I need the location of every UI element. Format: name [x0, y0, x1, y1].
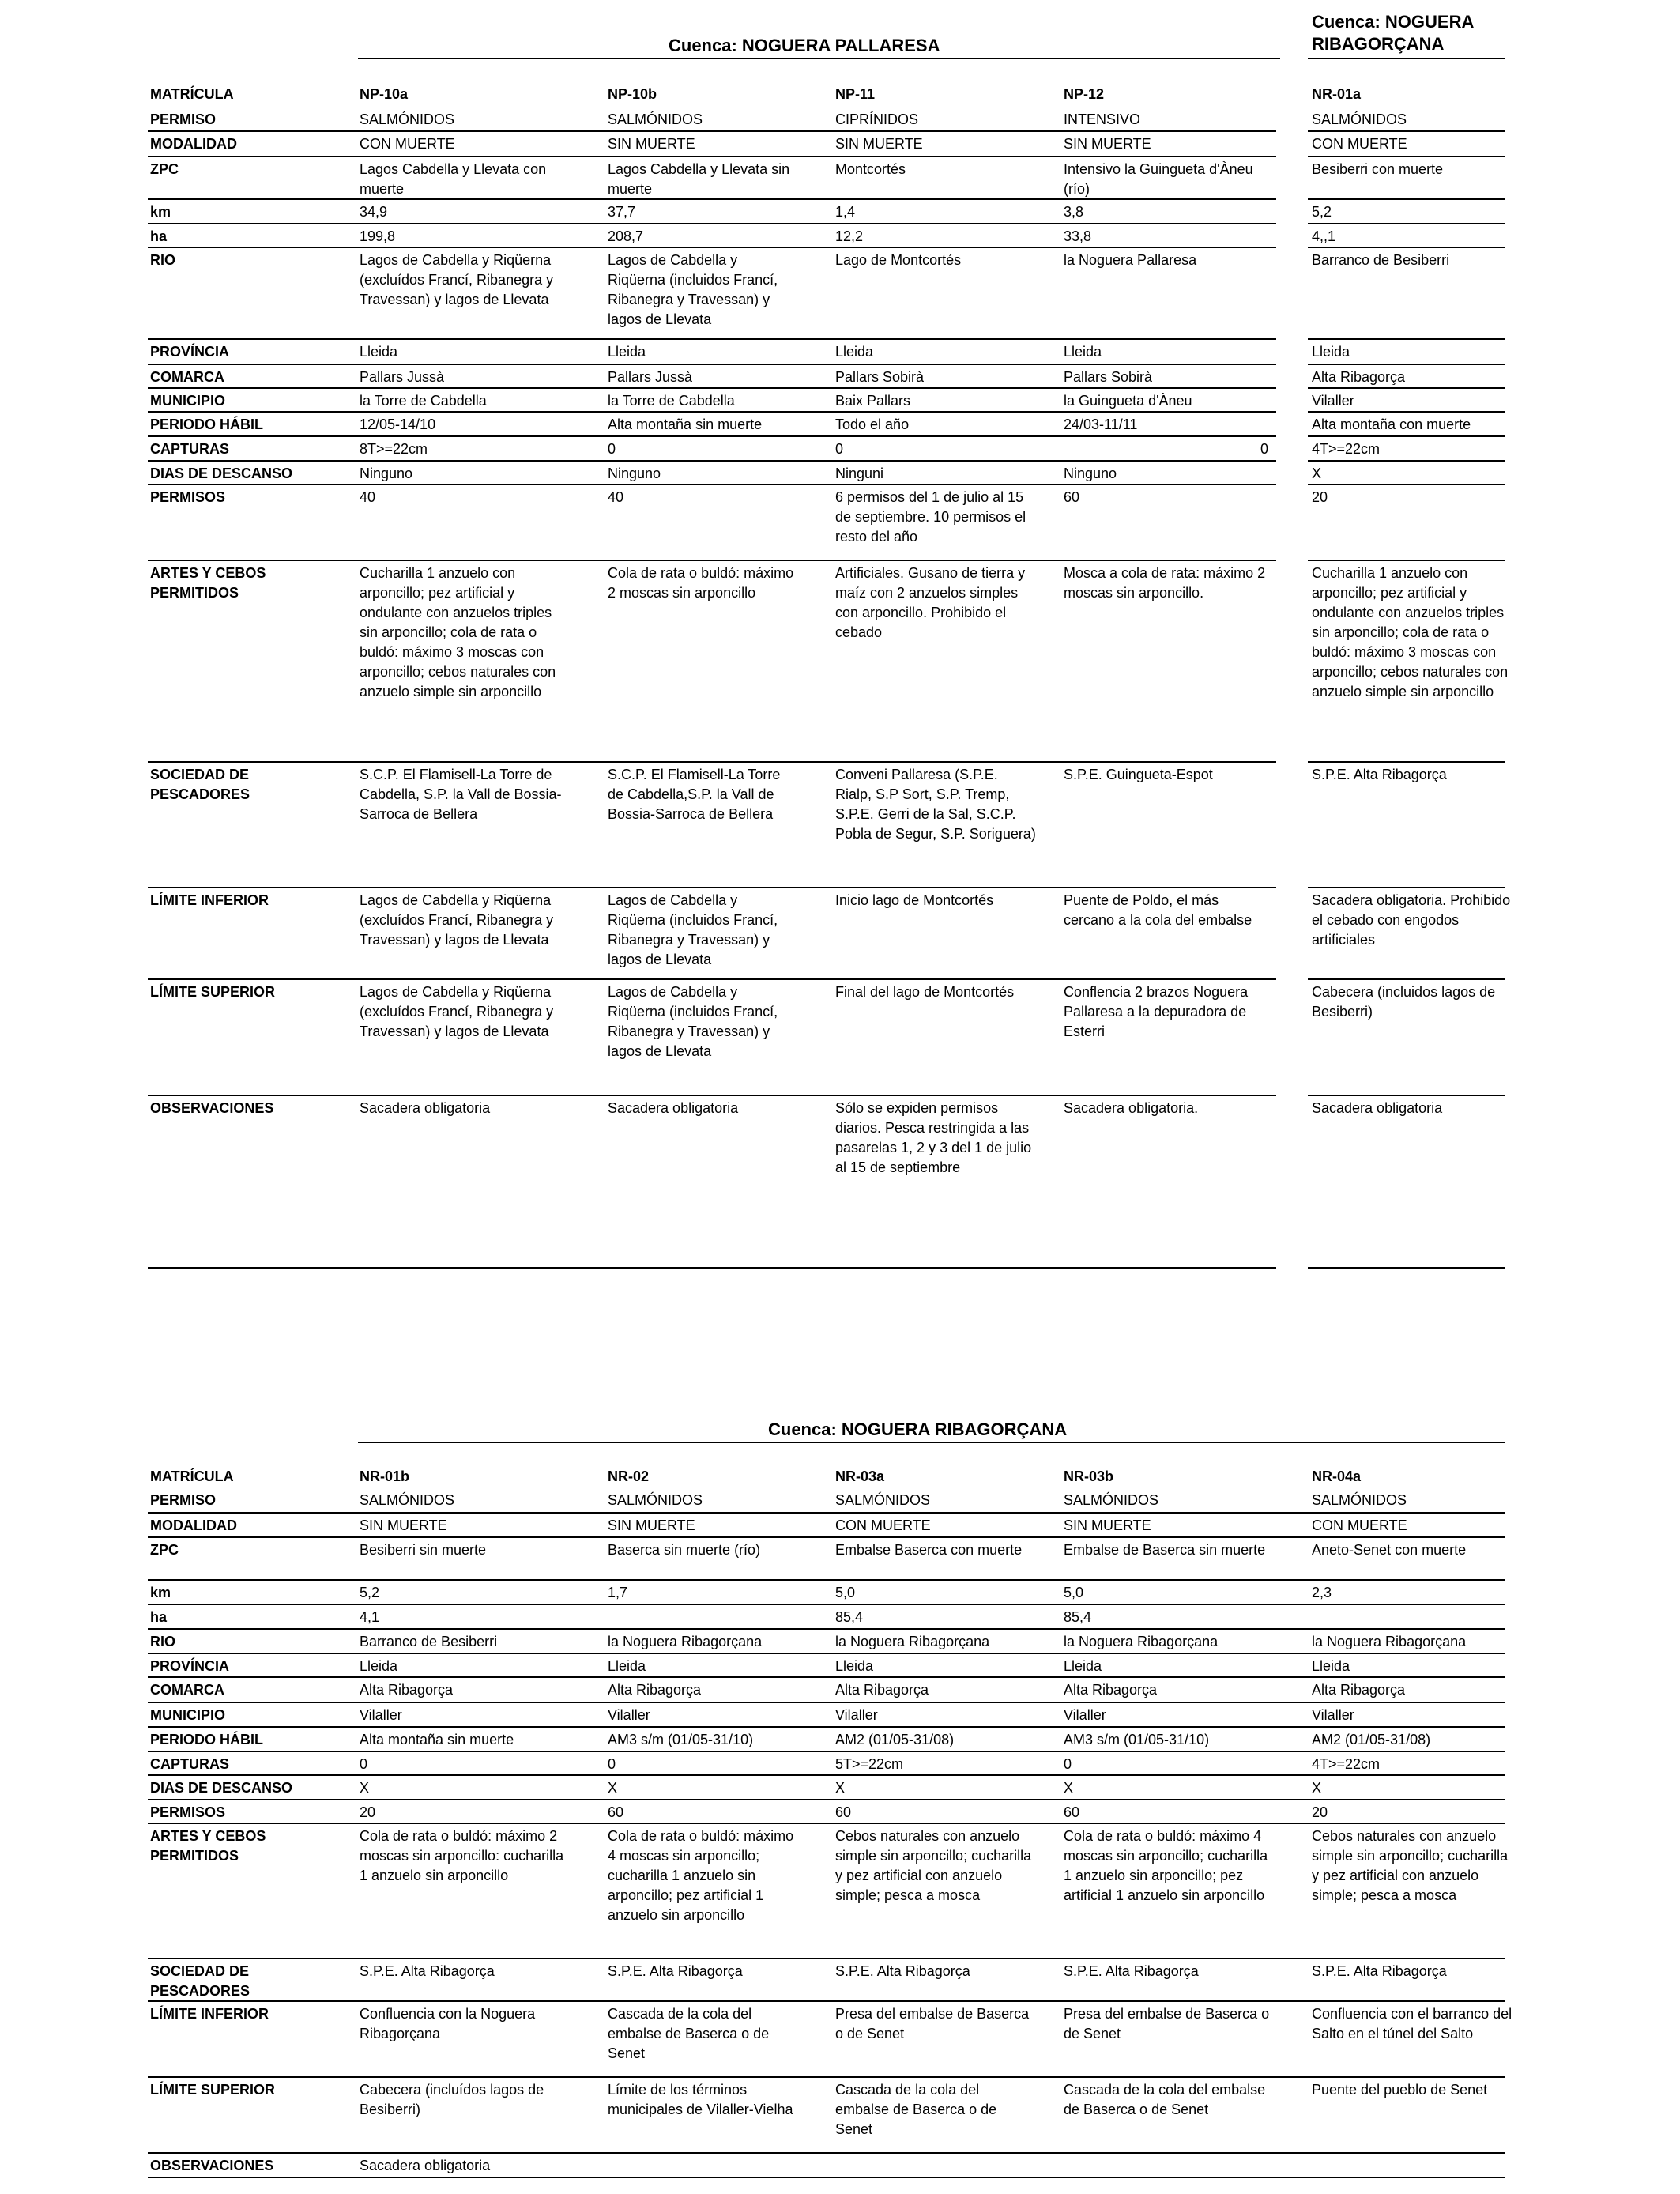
- table-row: [148, 888, 1511, 978]
- table-cell: CON MUERTE: [1312, 136, 1407, 152]
- row-label: PERMISOS: [150, 1804, 226, 1820]
- basin-title-ribagorcana-2: Cuenca: NOGUERA RIBAGORÇANA: [768, 1419, 1068, 1439]
- table-cell: 1,7: [608, 1585, 628, 1600]
- table-cell: NR-03a: [835, 1468, 885, 1484]
- table-cell: Pallars Sobirà: [835, 369, 925, 385]
- table-cell: Alta montaña con muerte: [1312, 417, 1471, 432]
- table-cell: AM2 (01/05-31/08): [835, 1732, 955, 1747]
- table-row: [148, 561, 1509, 761]
- table-cell: Intensivo la Guingueta d'Àneu (río): [1064, 161, 1253, 197]
- row-label: SOCIEDAD DE PESCADORES: [150, 1963, 250, 1999]
- table-cell: Lagos de Cabdella y Riqüerna (incluidos Francí, Ribanegra y Travessan) y lagos de Llevata: [608, 984, 778, 1059]
- table-cell: CON MUERTE: [360, 136, 455, 152]
- table-row: [148, 248, 1505, 338]
- table-cell: Lleida: [608, 1658, 646, 1674]
- table-cell: CIPRÍNIDOS: [835, 111, 919, 127]
- table-cell: X: [1312, 1780, 1322, 1796]
- table-cell: S.P.E. Guingueta-Espot: [1064, 767, 1213, 782]
- table-cell: la Noguera Ribagorçana: [1064, 1634, 1219, 1649]
- row-label: LÍMITE INFERIOR: [150, 2006, 269, 2022]
- table-row: [148, 462, 1505, 484]
- row-divider: [148, 1267, 1276, 1269]
- table-cell: Lleida: [1064, 1658, 1102, 1674]
- basin-underline: [1308, 58, 1505, 59]
- table-cell: S.C.P. El Flamisell-La Torre de Cabdella, S.P. la Vall de Bossia-Sarroca de Bellera: [360, 767, 562, 822]
- table-cell: S.C.P. El Flamisell-La Torre de Cabdella,S.P. la Vall de Bossia-Sarroca de Bellera: [608, 767, 781, 822]
- table-cell: Aneto-Senet con muerte: [1312, 1542, 1467, 1558]
- row-label: PROVÍNCIA: [150, 344, 230, 360]
- row-label: km: [150, 1585, 171, 1600]
- table-cell: Vilaller: [1064, 1707, 1106, 1723]
- table-row: [148, 1654, 1505, 1678]
- row-label: PERIODO HÁBIL: [150, 1732, 264, 1747]
- table-cell: NP-12: [1064, 86, 1105, 102]
- table-cell: 0: [608, 1756, 616, 1772]
- table-cell: 4,,1: [1312, 228, 1336, 244]
- table-row: [148, 1678, 1505, 1703]
- table-row: [148, 200, 1505, 223]
- table-cell: Sacadera obligatoria: [360, 1100, 491, 1116]
- table-cell: S.P.E. Alta Ribagorça: [360, 1963, 495, 1979]
- table-cell: Sacadera obligatoria: [608, 1100, 739, 1116]
- table-row: [148, 389, 1505, 411]
- table-cell: Límite de los términos municipales de Vilaller-Vielha: [608, 2082, 793, 2117]
- table-row: [148, 485, 1505, 560]
- table-cell: Mosca a cola de rata: máximo 2 moscas sin arponcillo.: [1064, 565, 1266, 601]
- table-cell: Vilaller: [835, 1707, 878, 1723]
- table-cell: Lagos Cabdella y Llevata con muerte: [360, 161, 547, 197]
- table-cell: AM3 s/m (01/05-31/10): [608, 1732, 754, 1747]
- table-cell: Pallars Jussà: [608, 369, 693, 385]
- table-row: [148, 2154, 1505, 2178]
- table-cell: Cascada de la cola del embalse de Baserca o de Senet: [608, 2006, 770, 2061]
- table-cell: la Torre de Cabdella: [608, 393, 735, 409]
- table-cell: Barranco de Besiberri: [360, 1634, 498, 1649]
- table-cell: SIN MUERTE: [360, 1517, 447, 1533]
- row-label: RIO: [150, 252, 176, 268]
- table-cell: 85,4: [1064, 1609, 1092, 1625]
- row-label: ZPC: [150, 1542, 179, 1558]
- table-row: [148, 1800, 1505, 1824]
- table-cell: Artificiales. Gusano de tierra y maíz con 2 anzuelos simples con arponcillo. Prohibido el cebado: [835, 565, 1026, 640]
- table-cell: 0: [835, 441, 844, 457]
- table-row: [148, 1776, 1505, 1800]
- table-cell: la Noguera Ribagorçana: [1312, 1634, 1467, 1649]
- basin-title-pallaresa: Cuenca: NOGUERA PALLARESA: [669, 36, 940, 55]
- table-cell: Vilaller: [1312, 1707, 1354, 1723]
- table-cell: 40: [608, 489, 624, 505]
- table-cell: Alta Ribagorça: [835, 1682, 929, 1698]
- table-cell: 60: [608, 1804, 624, 1820]
- table-cell: Ninguno: [608, 466, 661, 481]
- table-cell: 0: [608, 441, 616, 457]
- table-row: [148, 1465, 1505, 1487]
- row-label: PERIODO HÁBIL: [150, 417, 264, 432]
- table-cell: SALMÓNIDOS: [1064, 1492, 1159, 1508]
- row-label: PERMISO: [150, 111, 217, 127]
- table-cell: Lleida: [360, 1658, 398, 1674]
- row-label: PERMISO: [150, 1492, 217, 1508]
- table-cell: Conveni Pallaresa (S.P.E. Rialp, S.P Sort, S.P. Tremp, S.P.E. Gerri de la Sal, S.C.P. Pobla de Segur, S.P. Soriguera): [835, 767, 1036, 842]
- table-cell: NR-01b: [360, 1468, 410, 1484]
- table-row: [148, 1514, 1505, 1538]
- table-cell: Besiberri sin muerte: [360, 1542, 487, 1558]
- table-cell: Sacadera obligatoria. Prohibido el cebado con engodos artificiales: [1312, 892, 1511, 948]
- table-cell: Embalse de Baserca sin muerte: [1064, 1542, 1266, 1558]
- table-row: [148, 1752, 1505, 1776]
- table-cell: 5,0: [1064, 1585, 1084, 1600]
- row-label: ZPC: [150, 161, 179, 177]
- row-label: LÍMITE INFERIOR: [150, 892, 269, 908]
- table-cell: Lleida: [1064, 344, 1102, 360]
- table-cell: Cebos naturales con anzuelo simple sin arponcillo; cucharilla y pez artificial con anzuelo simple; pesca a mosca: [835, 1828, 1032, 1903]
- table-cell: Vilaller: [1312, 393, 1354, 409]
- table-cell: 6 permisos del 1 de julio al 15 de septiembre. 10 permisos el resto del año: [835, 489, 1026, 545]
- table-cell: Lleida: [1312, 344, 1350, 360]
- table-row: [148, 340, 1505, 364]
- row-label: OBSERVACIONES: [150, 2158, 274, 2173]
- table-cell: Cola de rata o buldó: máximo 2 moscas sin arponcillo: [608, 565, 794, 601]
- table-cell: S.P.E. Alta Ribagorça: [1064, 1963, 1199, 1979]
- table-cell: Lagos de Cabdella y Riqüerna (excluídos Francí, Ribanegra y Travessan) y lagos de Llevata: [360, 984, 554, 1039]
- table-cell: Baix Pallars: [835, 393, 911, 409]
- row-label: DIAS DE DESCANSO: [150, 466, 293, 481]
- table-row: [148, 1703, 1505, 1728]
- table-cell: Cebos naturales con anzuelo simple sin arponcillo; cucharilla y pez artificial con anzuelo simple; pesca a mosca: [1312, 1828, 1509, 1903]
- table-cell: X: [360, 1780, 370, 1796]
- table-cell: SALMÓNIDOS: [360, 1492, 455, 1508]
- table-cell: SALMÓNIDOS: [835, 1492, 931, 1508]
- table-cell: 5,0: [835, 1585, 856, 1600]
- table-cell: Sacadera obligatoria.: [1064, 1100, 1199, 1116]
- basin-title-ribagorcana: Cuenca: NOGUERA RIBAGORÇANA: [1312, 12, 1474, 54]
- table-cell: Final del lago de Montcortés: [835, 984, 1015, 1000]
- table-row: [148, 157, 1505, 198]
- table-cell: Alta Ribagorça: [1312, 369, 1406, 385]
- table-cell: Cabecera (incluídos lagos de Besiberri): [360, 2082, 544, 2117]
- row-label: MODALIDAD: [150, 1517, 237, 1533]
- table-cell: 60: [1064, 489, 1080, 505]
- table-cell: 33,8: [1064, 228, 1092, 244]
- table-cell: 20: [1312, 1804, 1328, 1820]
- table-row: [148, 1538, 1505, 1581]
- table-cell: NP-10a: [360, 86, 409, 102]
- basin-underline: [358, 58, 1280, 59]
- table-cell: X: [1312, 466, 1322, 481]
- table-cell: 208,7: [608, 228, 644, 244]
- row-label: PROVÍNCIA: [150, 1658, 230, 1674]
- table-cell: Lagos de Cabdella y Riqüerna (incluidos Francí, Ribanegra y Travessan) y lagos de Llevata: [608, 252, 778, 327]
- table-cell: X: [1064, 1780, 1074, 1796]
- table-cell: SIN MUERTE: [608, 1517, 695, 1533]
- table-row: [148, 2078, 1505, 2154]
- row-label: CAPTURAS: [150, 441, 230, 457]
- table-cell: S.P.E. Alta Ribagorça: [608, 1963, 743, 1979]
- table-cell: Cola de rata o buldó: máximo 2 moscas sin arponcillo: cucharilla 1 anzuelo sin arponcillo: [360, 1828, 564, 1883]
- table-cell: 4T>=22cm: [1312, 1756, 1381, 1772]
- table-cell: 20: [1312, 489, 1328, 505]
- table-row: [148, 763, 1505, 887]
- table-cell: Lleida: [835, 1658, 874, 1674]
- table-cell: SALMÓNIDOS: [1312, 1492, 1407, 1508]
- row-label: MODALIDAD: [150, 136, 237, 152]
- table-row: [148, 1630, 1505, 1654]
- table-cell: 8T>=22cm: [360, 441, 428, 457]
- row-label: SOCIEDAD DE PESCADORES: [150, 767, 250, 802]
- table-cell: 60: [835, 1804, 852, 1820]
- table-cell: Ninguni: [835, 466, 884, 481]
- table-cell: SALMÓNIDOS: [360, 111, 455, 127]
- table-cell: NR-04a: [1312, 1468, 1362, 1484]
- table-cell: Alta Ribagorça: [1064, 1682, 1158, 1698]
- row-label: DIAS DE DESCANSO: [150, 1780, 293, 1796]
- table-cell: 0: [1260, 441, 1268, 457]
- table-cell: Sólo se expiden permisos diarios. Pesca restringida a las pasarelas 1, 2 y 3 del 1 de julio al 15 de septiembre: [835, 1100, 1032, 1175]
- table-cell: 1,4: [835, 204, 856, 220]
- row-label: RIO: [150, 1634, 176, 1649]
- row-label: km: [150, 204, 171, 220]
- table-row: [148, 980, 1505, 1095]
- table-row: [148, 224, 1505, 247]
- table-cell: Confluencia con la Noguera Ribagorçana: [360, 2006, 536, 2041]
- table-cell: Cascada de la cola del embalse de Baserca o de Senet: [835, 2082, 997, 2137]
- row-divider: [1308, 1267, 1505, 1269]
- table-cell: 0: [360, 1756, 368, 1772]
- table-cell: Pallars Jussà: [360, 369, 445, 385]
- table-row: [148, 1605, 1505, 1630]
- table-cell: NR-01a: [1312, 86, 1362, 102]
- table-cell: 4,1: [360, 1609, 380, 1625]
- table-cell: Alta montaña sin muerte: [608, 417, 763, 432]
- table-cell: la Torre de Cabdella: [360, 393, 487, 409]
- table-row: [148, 1959, 1505, 2002]
- table-cell: SIN MUERTE: [1064, 136, 1151, 152]
- table-cell: la Guingueta d'Àneu: [1064, 393, 1192, 409]
- table-cell: Barranco de Besiberri: [1312, 252, 1450, 268]
- table-cell: 5,2: [360, 1585, 380, 1600]
- table-cell: Montcortés: [835, 161, 906, 177]
- table-cell: X: [608, 1780, 618, 1796]
- table-cell: INTENSIVO: [1064, 111, 1141, 127]
- table-cell: 2,3: [1312, 1585, 1332, 1600]
- table-cell: Lleida: [608, 344, 646, 360]
- table-cell: Lagos de Cabdella y Riqüerna (excluídos Francí, Ribanegra y Travessan) y lagos de Llevata: [360, 892, 554, 948]
- table-cell: Lleida: [835, 344, 874, 360]
- table-row: [148, 1581, 1505, 1605]
- table-cell: 12,2: [835, 228, 864, 244]
- table-cell: SALMÓNIDOS: [608, 111, 703, 127]
- table-cell: S.P.E. Alta Ribagorça: [1312, 767, 1447, 782]
- table-cell: Lagos de Cabdella y Riqüerna (incluidos Francí, Ribanegra y Travessan) y lagos de Llevata: [608, 892, 778, 967]
- table-cell: 5T>=22cm: [835, 1756, 904, 1772]
- table-cell: Cola de rata o buldó: máximo 4 moscas sin arponcillo; cucharilla 1 anzuelo sin arponcillo; pez artificial 1 anzuelo sin arponcillo: [608, 1828, 794, 1923]
- table-cell: Sacadera obligatoria: [360, 2158, 491, 2173]
- table-cell: Cucharilla 1 anzuelo con arponcillo; pez artificial y ondulante con anzuelos triples sin arponcillo; cola de rata o buldó: máximo 3 moscas con arponcillo; cebos naturales con anzuelo simple sin arponcillo: [1312, 565, 1509, 699]
- row-label: MATRÍCULA: [150, 1468, 234, 1484]
- table-cell: S.P.E. Alta Ribagorça: [835, 1963, 970, 1979]
- table-cell: la Noguera Pallaresa: [1064, 252, 1197, 268]
- table-cell: SALMÓNIDOS: [1312, 111, 1407, 127]
- table-cell: NP-11: [835, 86, 876, 102]
- table-cell: 40: [360, 489, 376, 505]
- table-cell: 24/03-11/11: [1064, 417, 1138, 432]
- table-cell: Conflencia 2 brazos Noguera Pallaresa a la depuradora de Esterri: [1064, 984, 1249, 1039]
- row-label: CAPTURAS: [150, 1756, 230, 1772]
- table-cell: Ninguno: [360, 466, 413, 481]
- table-cell: Todo el año: [835, 417, 910, 432]
- table-row: [148, 1096, 1505, 1267]
- table-cell: X: [835, 1780, 846, 1796]
- table-cell: Confluencia con el barranco del Salto en el túnel del Salto: [1312, 2006, 1512, 2041]
- table-cell: Lleida: [1312, 1658, 1350, 1674]
- table-cell: Pallars Sobirà: [1064, 369, 1153, 385]
- table-cell: Lago de Montcortés: [835, 252, 962, 268]
- table-cell: CON MUERTE: [835, 1517, 931, 1533]
- table-cell: SIN MUERTE: [608, 136, 695, 152]
- table-cell: Cabecera (incluidos lagos de Besiberri): [1312, 984, 1496, 1020]
- table-row: [148, 132, 1505, 156]
- table-row: [148, 365, 1505, 387]
- row-label: LÍMITE SUPERIOR: [150, 2082, 276, 2098]
- row-label: LÍMITE SUPERIOR: [150, 984, 276, 1000]
- row-label: COMARCA: [150, 1682, 224, 1698]
- table-row: [148, 1824, 1509, 1959]
- row-label: ha: [150, 228, 168, 244]
- table-cell: SIN MUERTE: [835, 136, 923, 152]
- table-cell: SIN MUERTE: [1064, 1517, 1151, 1533]
- row-label: OBSERVACIONES: [150, 1100, 274, 1116]
- basin-underline: [358, 1442, 1505, 1443]
- table-cell: CON MUERTE: [1312, 1517, 1407, 1533]
- table-cell: 20: [360, 1804, 376, 1820]
- table-cell: Sacadera obligatoria: [1312, 1100, 1443, 1116]
- table-cell: 3,8: [1064, 204, 1084, 220]
- table-cell: Besiberri con muerte: [1312, 161, 1444, 177]
- table-cell: la Noguera Ribagorçana: [608, 1634, 763, 1649]
- table-cell: Puente de Poldo, el más cercano a la cola del embalse: [1064, 892, 1252, 928]
- table-cell: Cola de rata o buldó: máximo 4 moscas sin arponcillo; cucharilla 1 anzuelo sin arponcillo; pez artificial 1 anzuelo sin arponcillo: [1064, 1828, 1268, 1903]
- row-label: MUNICIPIO: [150, 1707, 226, 1723]
- table-cell: Baserca sin muerte (río): [608, 1542, 761, 1558]
- table-cell: 5,2: [1312, 204, 1332, 220]
- table-cell: Alta Ribagorça: [608, 1682, 702, 1698]
- table-cell: 37,7: [608, 204, 636, 220]
- table-cell: NR-03b: [1064, 1468, 1114, 1484]
- row-label: PERMISOS: [150, 489, 226, 505]
- table-row: [148, 437, 1505, 460]
- table-cell: AM3 s/m (01/05-31/10): [1064, 1732, 1210, 1747]
- row-label: MUNICIPIO: [150, 393, 226, 409]
- table-cell: Inicio lago de Montcortés: [835, 892, 994, 908]
- table-cell: Alta montaña sin muerte: [360, 1732, 514, 1747]
- table-row: [148, 82, 1505, 106]
- table-cell: Lleida: [360, 344, 398, 360]
- table-cell: Alta Ribagorça: [1312, 1682, 1406, 1698]
- table-cell: Embalse Baserca con muerte: [835, 1542, 1023, 1558]
- table-row: [148, 107, 1505, 130]
- table-cell: Ninguno: [1064, 466, 1117, 481]
- table-cell: Cucharilla 1 anzuelo con arponcillo; pez artificial y ondulante con anzuelos triples sin arponcillo; cola de rata o buldó: máximo 3 moscas con arponcillo; cebos naturales con anzuelo simple sin arponcillo: [360, 565, 556, 699]
- table-cell: 12/05-14/10: [360, 417, 436, 432]
- table-cell: AM2 (01/05-31/08): [1312, 1732, 1431, 1747]
- table-cell: Lagos de Cabdella y Riqüerna (excluídos Francí, Ribanegra y Travessan) y lagos de Llevata: [360, 252, 554, 307]
- table-cell: Puente del pueblo de Senet: [1312, 2082, 1488, 2098]
- table-cell: 4T>=22cm: [1312, 441, 1381, 457]
- row-label: ARTES Y CEBOS PERMITIDOS: [150, 1828, 266, 1864]
- row-label: MATRÍCULA: [150, 86, 234, 102]
- table-row: [148, 413, 1505, 435]
- table-cell: Alta Ribagorça: [360, 1682, 454, 1698]
- table-cell: 85,4: [835, 1609, 864, 1625]
- table-cell: S.P.E. Alta Ribagorça: [1312, 1963, 1447, 1979]
- table-cell: 0: [1064, 1756, 1072, 1772]
- table-cell: NR-02: [608, 1468, 650, 1484]
- table-row: [148, 1488, 1505, 1514]
- table-row: [148, 1728, 1505, 1752]
- table-cell: 199,8: [360, 228, 396, 244]
- table-cell: Vilaller: [360, 1707, 402, 1723]
- table-cell: Presa del embalse de Baserca o de Senet: [835, 2006, 1030, 2041]
- table-cell: Lagos Cabdella y Llevata sin muerte: [608, 161, 790, 197]
- table-cell: Vilaller: [608, 1707, 650, 1723]
- table-cell: la Noguera Ribagorçana: [835, 1634, 990, 1649]
- row-label: ha: [150, 1609, 168, 1625]
- row-label: COMARCA: [150, 369, 224, 385]
- row-label: ARTES Y CEBOS PERMITIDOS: [150, 565, 266, 601]
- table-cell: NP-10b: [608, 86, 657, 102]
- table-row: [148, 2002, 1512, 2078]
- table-cell: 60: [1064, 1804, 1080, 1820]
- table-cell: 34,9: [360, 204, 388, 220]
- table-cell: Presa del embalse de Baserca o de Senet: [1064, 2006, 1270, 2041]
- table-cell: Cascada de la cola del embalse de Baserca o de Senet: [1064, 2082, 1266, 2117]
- table-cell: SALMÓNIDOS: [608, 1492, 703, 1508]
